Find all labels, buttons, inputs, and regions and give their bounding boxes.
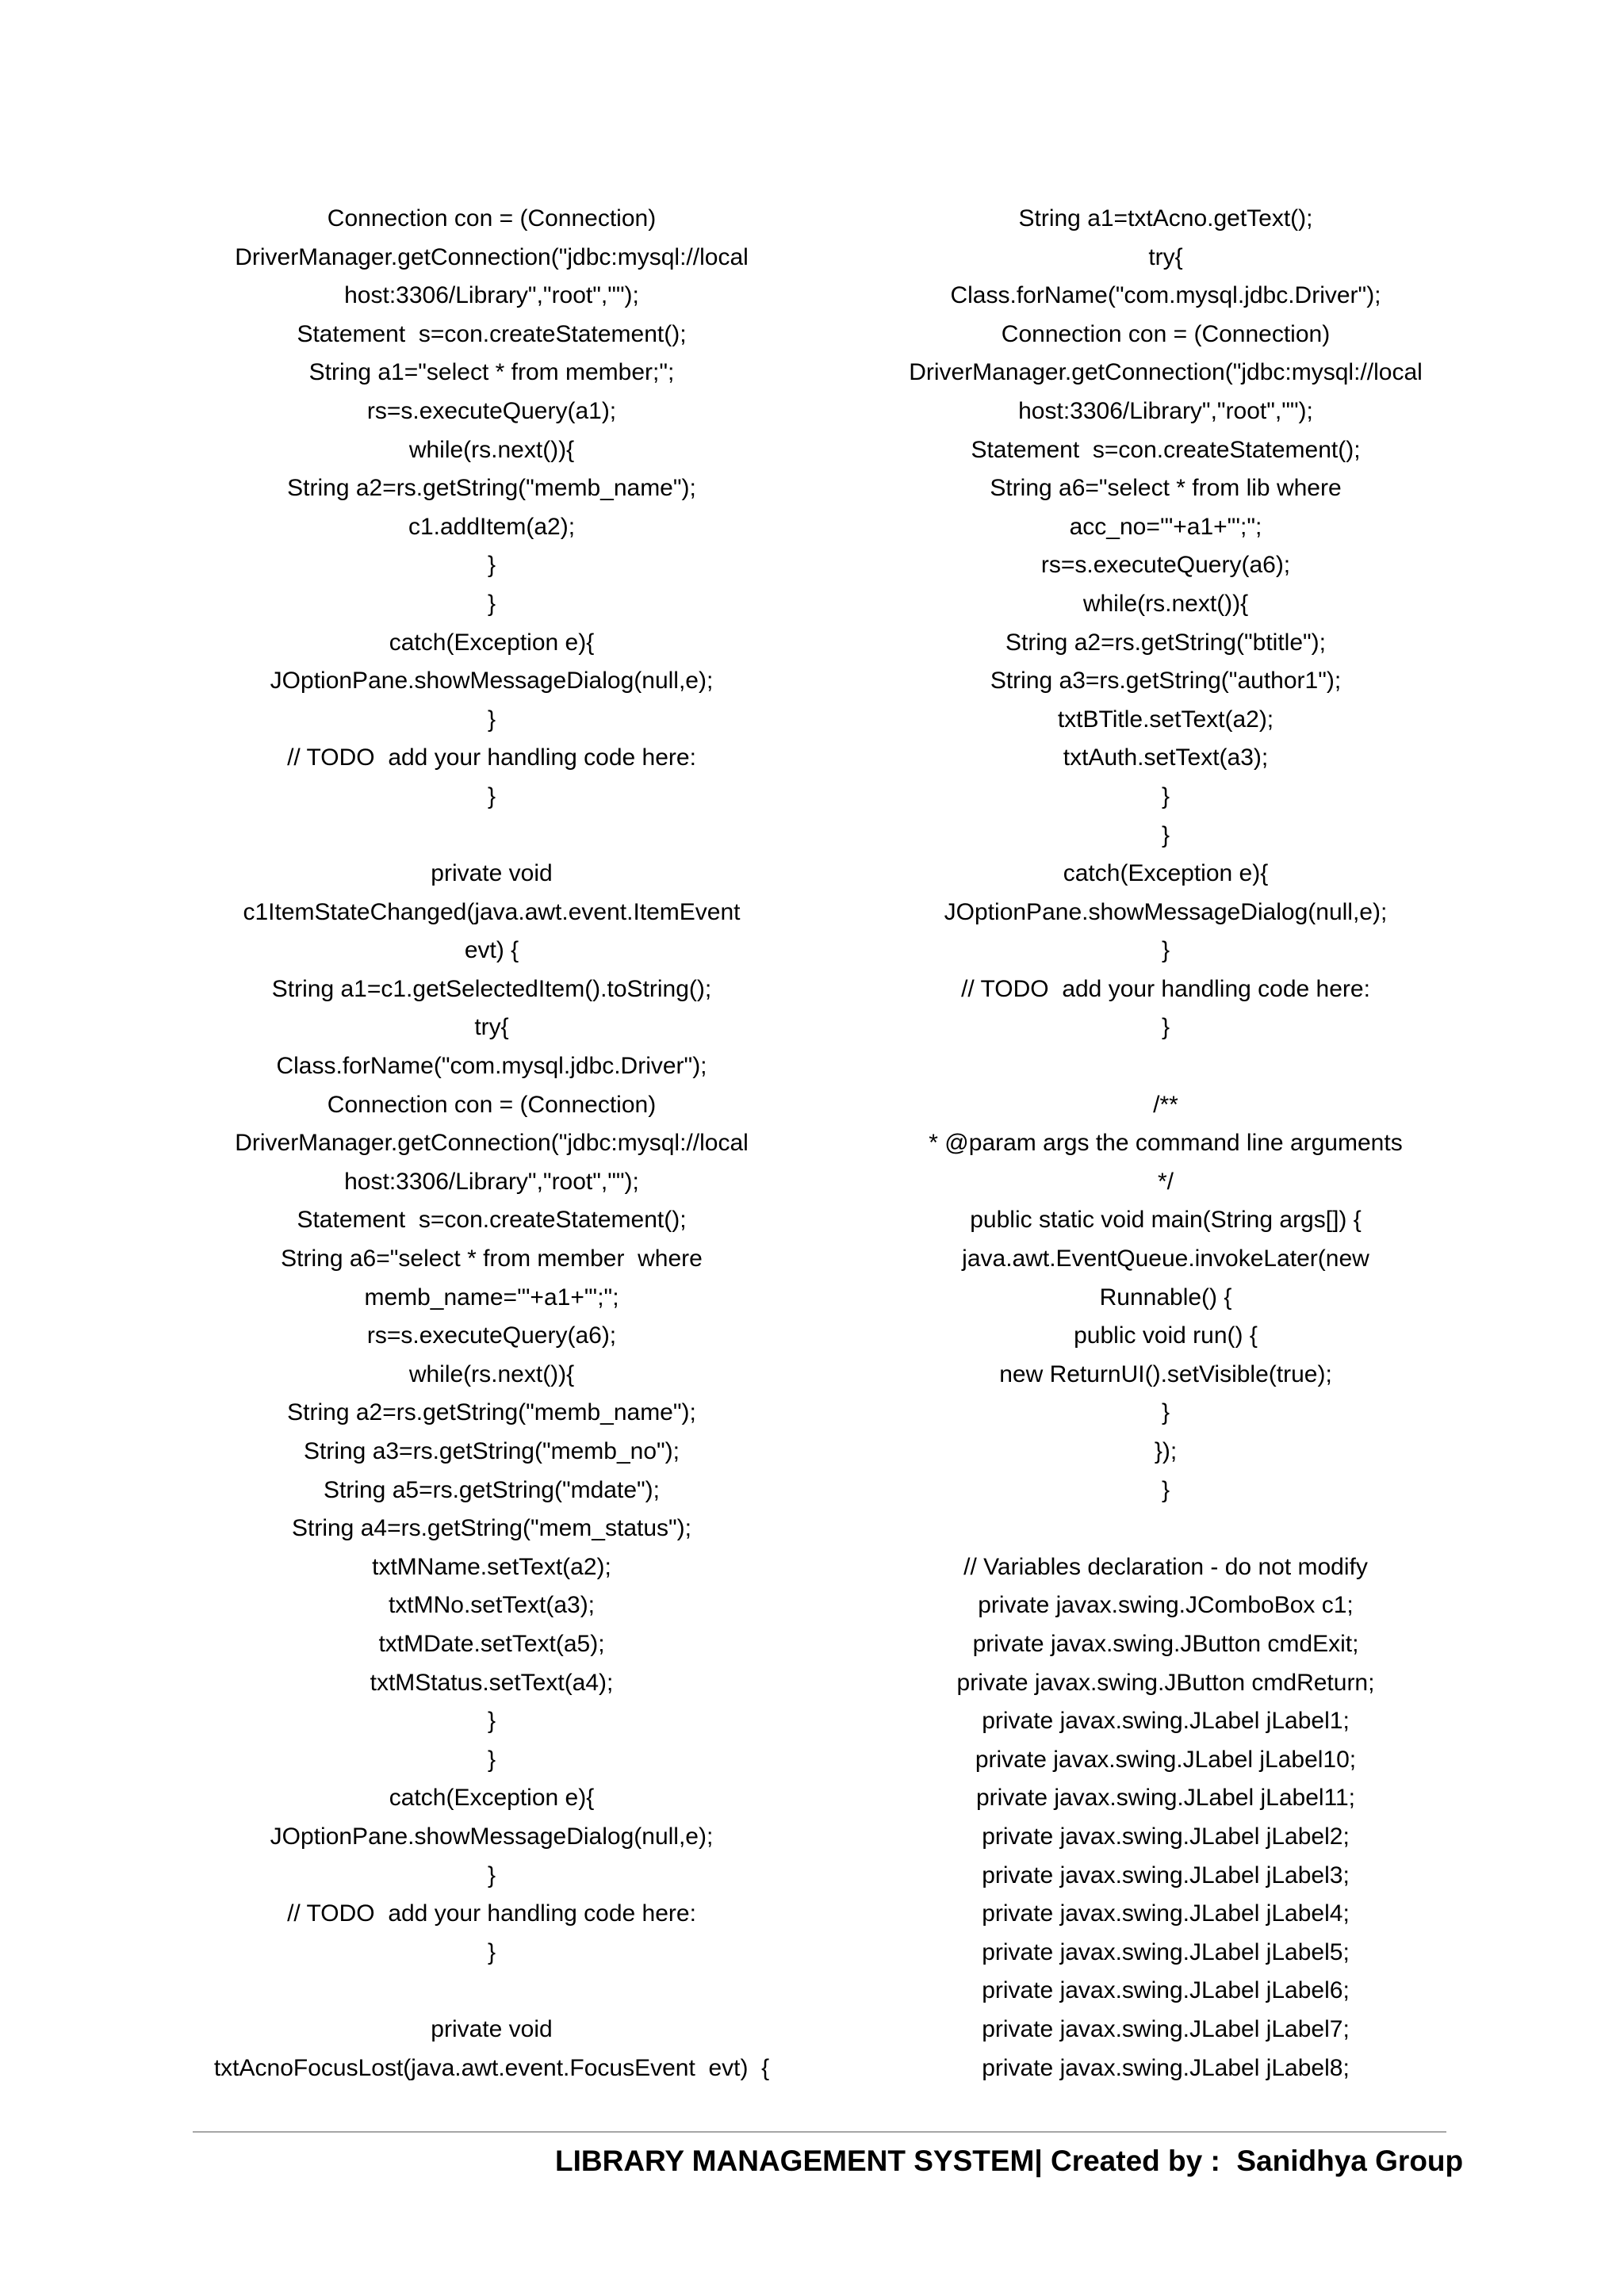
code-line: String a1=txtAcno.getText(); — [1018, 205, 1313, 232]
code-line: new ReturnUI().setVisible(true); — [999, 1360, 1332, 1387]
code-line: txtMNo.setText(a3); — [388, 1592, 596, 1619]
code-line: // TODO add your handling code here: — [287, 744, 696, 771]
code-line: DriverManager.getConnection("jdbc:mysql://local — [909, 359, 1423, 386]
footer-title: LIBRARY MANAGEMENT SYSTEM| Created by : Sanidhya Group — [555, 2145, 1464, 2177]
code-line: JOptionPane.showMessageDialog(null,e); — [270, 668, 714, 695]
code-line: acc_no='"+a1+"';"; — [1069, 513, 1262, 540]
code-line: rs=s.executeQuery(a6); — [366, 1322, 617, 1349]
code-line — [856, 1047, 1475, 1086]
code-line: private javax.swing.JComboBox c1; — [978, 1592, 1354, 1619]
code-line: } — [487, 1708, 496, 1735]
code-line: while(rs.next()){ — [408, 436, 575, 463]
code-line: } — [487, 1938, 496, 1965]
code-line: private javax.swing.JLabel jLabel7; — [982, 2015, 1350, 2042]
code-line: catch(Exception e){ — [389, 629, 595, 656]
code-line: String a6="select * from lib where — [990, 475, 1342, 502]
code-line: txtAcnoFocusLost(java.awt.event.FocusEvent evt) { — [213, 2054, 770, 2081]
code-line: private javax.swing.JLabel jLabel8; — [982, 2054, 1350, 2081]
code-line — [182, 817, 801, 855]
code-line: String a3=rs.getString("memb_no"); — [303, 1438, 680, 1464]
code-line: private javax.swing.JButton cmdExit; — [972, 1630, 1359, 1657]
code-line: host:3306/Library","root",""); — [344, 282, 639, 309]
code-line: } — [1161, 821, 1170, 848]
code-line: txtBTitle.setText(a2); — [1057, 706, 1274, 733]
code-line: c1.addItem(a2); — [408, 513, 576, 540]
code-line — [856, 1510, 1475, 1548]
code-line: } — [487, 552, 496, 579]
code-line: rs=s.executeQuery(a1); — [366, 397, 617, 424]
code-line: } — [487, 706, 496, 733]
code-line: catch(Exception e){ — [389, 1785, 595, 1812]
code-line: private javax.swing.JLabel jLabel3; — [982, 1862, 1350, 1888]
code-line: c1ItemStateChanged(java.awt.event.ItemEvent — [243, 898, 741, 925]
code-line: String a1="select * from member;"; — [308, 359, 675, 386]
code-line: private javax.swing.JLabel jLabel5; — [982, 1938, 1350, 1965]
code-line: } — [487, 783, 496, 809]
code-line: Statement s=con.createStatement(); — [971, 436, 1361, 463]
code-line: private void — [431, 2015, 553, 2042]
code-line: String a6="select * from member where — [281, 1246, 703, 1272]
code-line: rs=s.executeQuery(a6); — [1040, 552, 1291, 579]
code-line: private javax.swing.JLabel jLabel11; — [975, 1785, 1356, 1812]
code-line: txtMName.setText(a2); — [372, 1553, 611, 1580]
code-line: Runnable() { — [1099, 1284, 1232, 1311]
code-line: Statement s=con.createStatement(); — [297, 320, 687, 347]
code-line: JOptionPane.showMessageDialog(null,e); — [270, 1823, 714, 1850]
code-line: while(rs.next()){ — [1082, 590, 1249, 617]
code-line: Class.forName("com.mysql.jdbc.Driver"); — [950, 282, 1381, 309]
code-line — [182, 1972, 801, 2011]
code-column-left — [182, 200, 801, 2087]
code-line: } — [487, 590, 496, 617]
code-line: String a1=c1.getSelectedItem().toString(); — [271, 975, 712, 1002]
code-line: private void — [431, 860, 553, 887]
code-line: // TODO add your handling code here: — [961, 975, 1370, 1002]
code-line: public static void main(String args[]) { — [970, 1207, 1362, 1234]
code-line: String a3=rs.getString("author1"); — [990, 668, 1342, 695]
code-line: Connection con = (Connection) — [327, 205, 657, 232]
code-line: JOptionPane.showMessageDialog(null,e); — [944, 898, 1388, 925]
code-line: /** — [1153, 1091, 1178, 1118]
code-line: memb_name='"+a1+"';"; — [364, 1284, 619, 1311]
code-line: String a2=rs.getString("memb_name"); — [287, 1399, 696, 1426]
code-line: Class.forName("com.mysql.jdbc.Driver"); — [276, 1053, 707, 1080]
code-line: private javax.swing.JLabel jLabel1; — [982, 1708, 1350, 1735]
code-line: txtMDate.setText(a5); — [378, 1630, 605, 1657]
code-line: txtAuth.setText(a3); — [1063, 744, 1269, 771]
code-line: } — [487, 1862, 496, 1888]
code-line: private javax.swing.JLabel jLabel2; — [982, 1823, 1350, 1850]
code-line: String a2=rs.getString("memb_name"); — [287, 475, 696, 502]
code-line: // Variables declaration - do not modify — [963, 1553, 1368, 1580]
code-line: private javax.swing.JLabel jLabel6; — [982, 1977, 1350, 2004]
code-line: String a5=rs.getString("mdate"); — [324, 1476, 660, 1503]
code-line: }); — [1154, 1438, 1178, 1464]
code-line: host:3306/Library","root",""); — [344, 1168, 639, 1195]
code-line: evt) { — [464, 937, 519, 964]
code-line: */ — [1157, 1168, 1174, 1195]
code-line: Connection con = (Connection) — [1001, 320, 1331, 347]
code-line: try{ — [1148, 243, 1183, 270]
code-line: txtMStatus.setText(a4); — [370, 1669, 614, 1696]
code-line: String a4=rs.getString("mem_status"); — [292, 1515, 691, 1542]
code-line: DriverManager.getConnection("jdbc:mysql://local — [235, 1130, 749, 1157]
code-line: } — [1161, 1399, 1170, 1426]
code-line: } — [1161, 1476, 1170, 1503]
code-line: // TODO add your handling code here: — [287, 1900, 696, 1927]
code-line: * @param args the command line arguments — [929, 1130, 1403, 1157]
code-line: try{ — [474, 1014, 509, 1041]
code-line: private javax.swing.JLabel jLabel4; — [982, 1900, 1350, 1927]
code-line: } — [1161, 783, 1170, 809]
code-line: public void run() { — [1074, 1322, 1258, 1349]
code-line: host:3306/Library","root",""); — [1018, 397, 1313, 424]
code-line: java.awt.EventQueue.invokeLater(new — [962, 1246, 1369, 1272]
code-line: } — [1161, 1014, 1170, 1041]
code-line: catch(Exception e){ — [1063, 860, 1269, 887]
code-line: } — [1161, 937, 1170, 964]
code-line: DriverManager.getConnection("jdbc:mysql://local — [235, 243, 749, 270]
code-line: private javax.swing.JButton cmdReturn; — [956, 1669, 1375, 1696]
code-line: Connection con = (Connection) — [327, 1091, 657, 1118]
code-line: Statement s=con.createStatement(); — [297, 1207, 687, 1234]
code-column-right — [856, 200, 1475, 2087]
code-line: private javax.swing.JLabel jLabel10; — [975, 1746, 1357, 1773]
code-line: } — [487, 1746, 496, 1773]
footer-divider — [193, 2131, 1446, 2133]
code-line: while(rs.next()){ — [408, 1360, 575, 1387]
code-line: String a2=rs.getString("btitle"); — [1005, 629, 1326, 656]
